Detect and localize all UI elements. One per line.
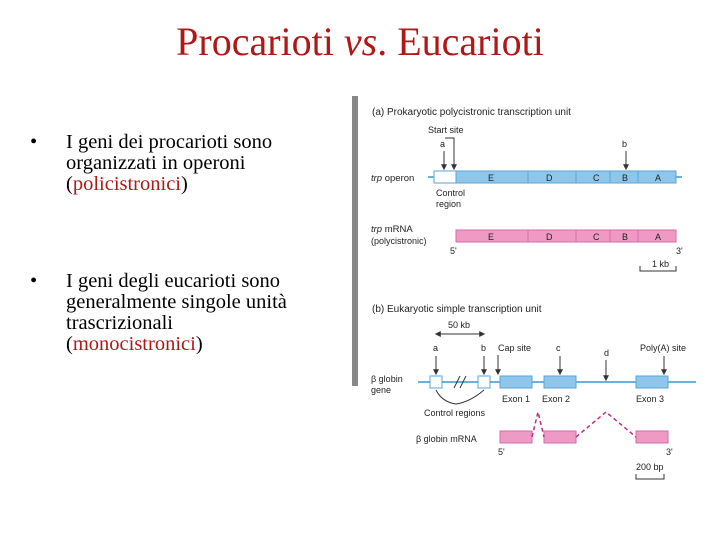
marker-b: b [622,139,628,149]
start-site-label: Start site [428,125,464,135]
mrna-exon-2 [544,431,576,443]
exon-3-box [636,376,668,388]
control-region-label: Control [436,188,466,198]
panel-b-heading: (b) Eukaryotic simple transcription unit [372,304,542,315]
mrna-gene-e: E [488,232,495,242]
beta-globin-mrna-label: β globin mRNA [416,434,477,444]
paren: ( [66,173,73,195]
scale-label-200bp: 200 bp [636,462,664,472]
title-vs: vs [343,19,378,64]
gene-c: C [593,173,600,183]
mrna-text: mRNA [382,224,413,235]
gene-a: A [655,173,662,183]
trp-italic: trp [371,173,383,184]
trp-italic: trp [371,224,383,235]
bullet-line: generalmente singole unità [66,291,287,313]
polya-site-label: Poly(A) site [640,343,687,353]
exon-3-label: Exon 3 [636,394,665,404]
figure-edge [352,96,358,386]
three-prime: 3' [676,246,683,256]
cap-site-label: Cap site [498,343,532,353]
highlight-term: monocistronici [72,333,196,355]
control-region-label: region [436,199,462,209]
marker-c: c [556,343,561,353]
marker-a: a [440,139,446,149]
start-site-arrow [445,138,454,169]
operon-text: operon [382,173,415,184]
bullet-line: organizzati in operoni [66,152,246,174]
mrna-gene-d: D [546,232,553,242]
title-part: Procarioti [176,19,344,64]
control-region-b [478,376,490,388]
exon-2-label: Exon 2 [542,394,571,404]
distance-label: 50 kb [448,320,471,330]
five-prime: 5' [498,447,505,457]
three-prime: 3' [666,447,673,457]
bullet-dot: • [30,131,38,153]
control-regions-bracket [436,390,484,404]
bullet-dot: • [30,270,38,292]
mrna-exon-1 [500,431,532,443]
paren: ( [66,333,73,355]
bullet-line: I geni dei procarioti sono [66,131,273,153]
trp-operon-label [371,173,414,184]
title-part: . Eucarioti [377,19,544,64]
exon-1-box [500,376,532,388]
control-region-box [434,171,456,183]
intron-1-splice [532,412,544,437]
gene-b: B [622,173,629,183]
bullet-line: I geni degli eucarioti sono [66,270,281,292]
paren: ) [181,173,188,195]
beta-globin-gene-label: β globin [371,374,403,384]
scale-label-1kb: 1 kb [652,259,670,269]
scale-bar-200bp [636,474,664,479]
mrna-gene-b: B [622,232,629,242]
mrna-gene-c: C [593,232,600,242]
panel-a-heading: (a) Prokaryotic polycistronic transcription unit [372,107,571,118]
gene-e: E [488,173,495,183]
marker-d: d [604,348,610,358]
paren: ) [195,333,203,355]
bullet-line: trascrizionali [66,312,174,334]
trp-mrna-label [371,224,413,235]
highlight-term: policistronici [72,173,182,195]
five-prime: 5' [450,246,457,256]
polycistronic-label: (polycistronic) [371,236,427,246]
mrna-exon-3 [636,431,668,443]
gene-label: gene [371,385,392,395]
control-regions-label: Control regions [424,408,486,418]
exon-1-label: Exon 1 [502,394,531,404]
mrna-gene-a: A [655,232,662,242]
control-region-a [430,376,442,388]
marker-a: a [433,343,439,353]
intron-2-splice [576,412,636,437]
gene-d: D [546,173,553,183]
exon-2-box [544,376,576,388]
marker-b: b [481,343,487,353]
